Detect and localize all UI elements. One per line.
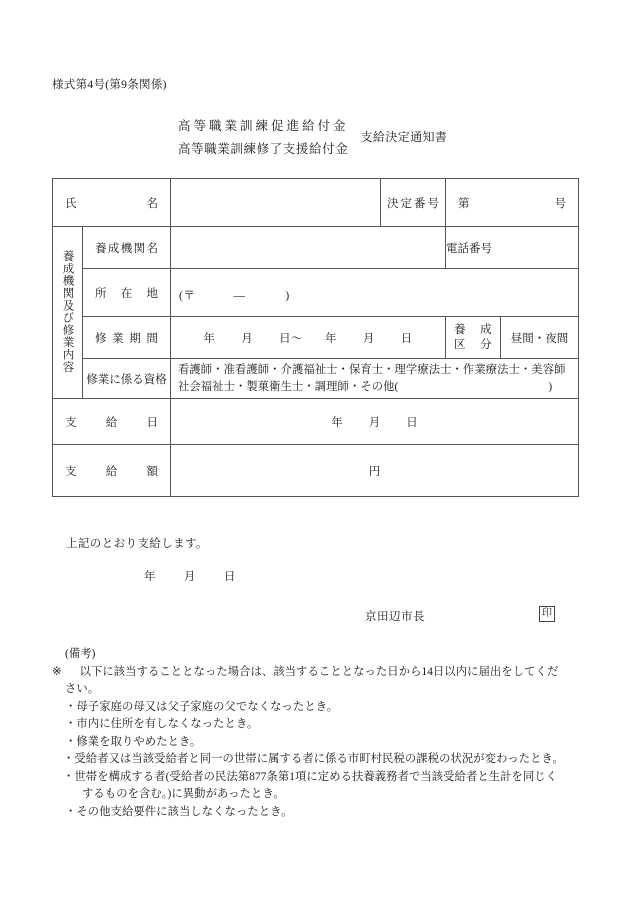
payment-date-value-cell[interactable]	[171, 399, 579, 445]
postal-mark: (〒	[179, 290, 196, 302]
decision-no-value: 第 号	[458, 197, 567, 210]
table-row-institution	[53, 227, 579, 269]
table-row-payment-date	[53, 399, 579, 445]
postal-close: )	[285, 290, 290, 302]
table-row-name	[53, 179, 579, 227]
institution-label: 養成機関名	[95, 242, 158, 255]
group-label: 養成機関及び修業内容	[61, 249, 74, 373]
term-year: 年	[203, 332, 216, 345]
qualification-line-1: 看護師・准看護師・介護福祉士・保育士・理学療法士・作業療法士・美容師	[178, 364, 566, 377]
notes-section	[52, 646, 612, 821]
term-date-range	[203, 333, 412, 345]
payment-amount-value-cell[interactable]	[171, 445, 579, 497]
note-item-household-continued: するものを含む。)に異動があったとき。	[82, 788, 285, 800]
notes-heading: (備考)	[65, 648, 96, 660]
statement-text: 上記のとおり支給します。	[66, 538, 208, 550]
payment-date-month: 月	[368, 416, 381, 429]
signature-month: 月	[183, 571, 196, 583]
qualification-line-2-a: 社会福祉士・製菓衛生士・調理師・その他(	[178, 380, 399, 393]
qualification-options	[171, 359, 578, 398]
division-label-line-2: 区分	[454, 338, 492, 351]
term-label-cell	[83, 317, 171, 359]
note-star-mark: ※	[52, 665, 62, 678]
note-star-text: 以下に該当することとなった場合は、該当することとなった日から14日以内に届出をしてくだ	[79, 665, 559, 678]
term-month: 月	[241, 332, 254, 345]
division-label-cell	[446, 317, 501, 359]
qualification-line-2-b: )	[548, 380, 553, 393]
decision-no-label-cell	[381, 179, 446, 227]
address-value-cell[interactable]	[171, 269, 579, 317]
title-document-kind: 支給決定通知書	[360, 130, 448, 144]
table-row-address	[53, 269, 579, 317]
qualification-label-cell	[83, 359, 171, 399]
table-row-term	[53, 317, 579, 359]
term-year-2: 年	[324, 332, 337, 345]
document-title-block	[178, 116, 447, 157]
payment-date-year: 年	[331, 416, 343, 429]
tel-cell[interactable]	[446, 227, 579, 269]
term-day-from: 日〜	[279, 332, 303, 345]
division-label-line-1: 養成	[454, 324, 492, 337]
payment-date-fields	[331, 417, 418, 429]
division-options: 昼間・夜間	[510, 332, 569, 345]
payment-date-label: 支給日	[65, 416, 158, 429]
title-line-2: 高等職業訓練修了支援給付金	[178, 142, 349, 156]
payment-date-day: 日	[406, 416, 418, 429]
term-month-2: 月	[362, 332, 375, 345]
note-item-tax: ・受給者又は当該受給者と同一の世帯に属する者に係る市町村民税の課税の状況が変わったとき。	[63, 753, 564, 765]
note-item: ・修業を取りやめたとき。	[65, 735, 202, 748]
form-number: 様式第4号(第9条関係)	[52, 79, 167, 91]
institution-label-cell	[83, 227, 171, 269]
address-label: 所在地	[95, 287, 158, 300]
signature-year: 年	[144, 571, 156, 583]
name-label-cell	[53, 179, 171, 227]
note-item: ・母子家庭の母又は父子家庭の父でなくなったとき。	[65, 700, 339, 713]
seal-stamp-icon: 印	[539, 606, 555, 622]
table-row-qualification	[53, 359, 579, 399]
table-row-payment-amount	[53, 445, 579, 497]
title-line-1: 高等職業訓練促進給付金	[178, 119, 349, 133]
address-label-cell	[83, 269, 171, 317]
note-star-text-continued: さい。	[65, 683, 100, 695]
qualification-value-cell[interactable]	[171, 359, 579, 399]
note-item-other: ・その他支給要件に該当しなくなったとき。	[65, 805, 293, 818]
title-lines	[178, 116, 349, 157]
payment-amount-unit: 円	[368, 465, 381, 478]
payment-amount-label-cell	[53, 445, 171, 497]
note-star-line	[52, 664, 612, 682]
institution-value-cell[interactable]	[171, 227, 446, 269]
group-label-cell	[53, 227, 83, 399]
payment-date-label-cell	[53, 399, 171, 445]
note-item: ・市内に住所を有しなくなったとき。	[65, 718, 259, 730]
postal-dash: —	[233, 290, 246, 302]
term-label: 修業期間	[95, 332, 158, 345]
signature-date[interactable]	[144, 568, 236, 584]
division-options-cell[interactable]	[501, 317, 579, 359]
qualification-label: 修業に係る資格	[86, 373, 167, 386]
name-value-cell[interactable]	[171, 179, 381, 227]
decision-no-label: 決定番号	[387, 197, 439, 210]
note-item-household: ・世帯を構成する者(受給者の民法第877条第1項に定める扶養義務者で当該受給者と生計を同じく	[63, 770, 558, 783]
name-label: 氏名	[65, 197, 158, 210]
notification-table	[52, 178, 579, 497]
term-day-2: 日	[400, 332, 413, 345]
decision-no-value-cell[interactable]	[446, 179, 579, 227]
term-value-cell[interactable]	[171, 317, 446, 359]
signature-day: 日	[223, 571, 236, 583]
tel-label: 電話番号	[446, 242, 492, 255]
qualification-line-2	[178, 379, 573, 395]
payment-amount-label: 支給額	[65, 465, 158, 478]
mayor-title: 京田辺市長	[365, 611, 425, 623]
postal-code-field	[171, 282, 578, 303]
